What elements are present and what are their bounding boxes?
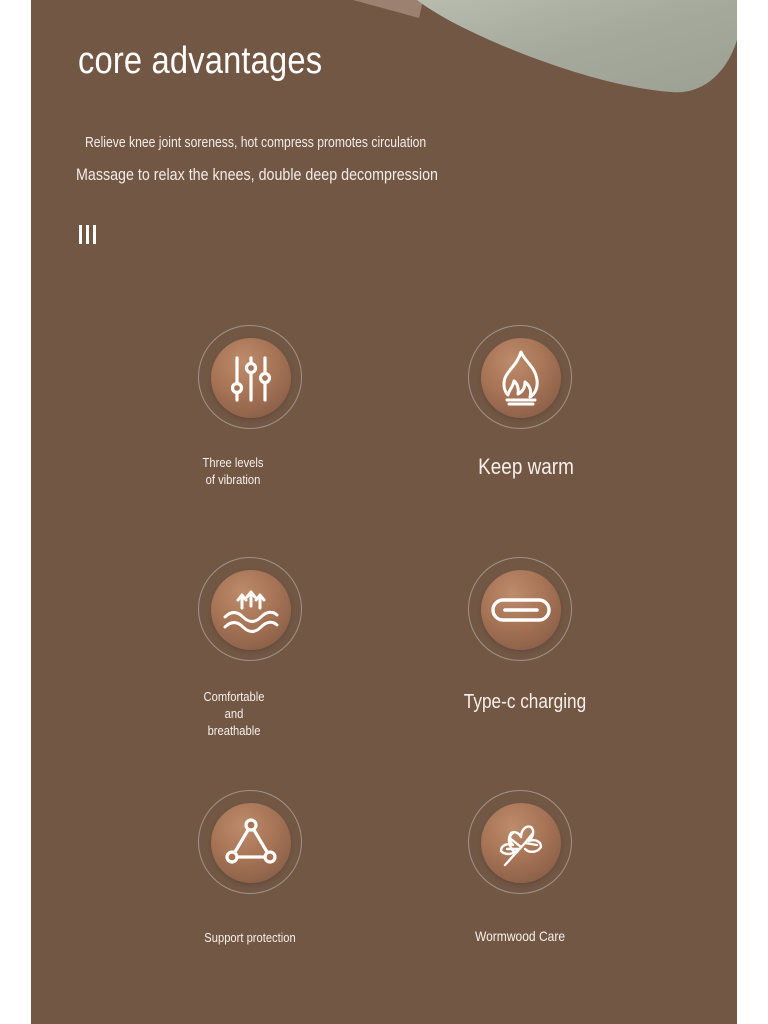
feature-ring xyxy=(468,557,572,661)
feature-label-wormwood: Wormwood Care xyxy=(474,928,566,944)
feature-label-support: Support protection xyxy=(204,930,296,945)
feature-ring xyxy=(198,325,302,429)
feature-label-breathable: Comfortable and breathable xyxy=(203,689,265,738)
page-title: core advantages xyxy=(78,40,323,82)
type-c-port-icon xyxy=(481,570,561,650)
feature-label-vibration: Three levels of vibration xyxy=(202,455,264,487)
subtitle-primary: Relieve knee joint soreness, hot compress promotes circulation xyxy=(85,135,427,151)
feature-ring xyxy=(198,557,302,661)
feature-ring xyxy=(468,325,572,429)
subtitle-secondary: Massage to relax the knees, double deep decompression xyxy=(76,165,438,184)
decorative-bars-icon xyxy=(79,225,99,244)
waves-arrows-icon xyxy=(211,570,291,650)
feature-ring xyxy=(468,790,572,894)
core-advantages-panel xyxy=(31,0,737,1024)
triangle-nodes-icon xyxy=(211,803,291,883)
flame-icon xyxy=(481,338,561,418)
feature-label-keep-warm: Keep warm xyxy=(478,454,574,479)
sliders-icon xyxy=(211,338,291,418)
feature-ring xyxy=(198,790,302,894)
wormwood-leaf-icon xyxy=(481,803,561,883)
feature-label-type-c: Type-c charging xyxy=(463,691,587,713)
